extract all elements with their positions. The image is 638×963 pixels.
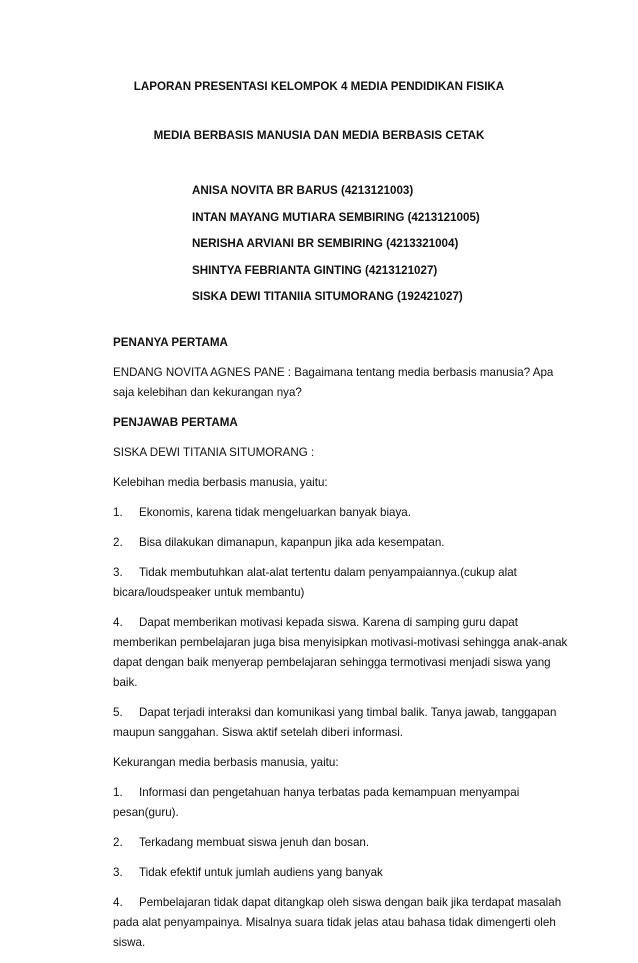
item-number: 3. (113, 866, 123, 879)
advantage-item (113, 703, 573, 743)
item-text: Terkadang membuat siswa jenuh dan bosan. (139, 836, 370, 849)
item-number: 2. (113, 536, 123, 549)
member-item: SHINTYA FEBRIANTA GINTING (4213121027) (192, 263, 438, 277)
member-item: NERISHA ARVIANI BR SEMBIRING (4213321004) (192, 237, 459, 250)
member-item: SISKA DEWI TITANIIA SITUMORANG (192421027) (192, 290, 463, 303)
answerer-name: SISKA DEWI TITANIA SITUMORANG : (113, 446, 315, 459)
item-number: 4. (113, 896, 123, 909)
advantage-item (113, 613, 573, 693)
asker-heading: PENANYA PERTAMA (113, 336, 228, 349)
advantages-intro: Kelebihan media berbasis manusia, yaitu: (113, 476, 328, 489)
item-text: Dapat terjadi interaksi dan komunikasi yang timbal balik. Tanya jawab, tanggapan maupun sanggahan. Siswa aktif setelah diberi informasi. (113, 706, 557, 739)
item-number: 1. (113, 506, 123, 519)
item-number: 3. (113, 566, 123, 579)
item-text: Tidak membutuhkan alat-alat tertentu dalam penyampaiannya.(cukup alat bicara/loudspeaker untuk membantu) (113, 566, 517, 599)
item-text: Informasi dan pengetahuan hanya terbatas pada kemampuan menyampai pesan(guru). (113, 786, 520, 819)
advantage-item (113, 533, 573, 553)
disadvantage-item (113, 863, 573, 883)
member-item: INTAN MAYANG MUTIARA SEMBIRING (4213121005) (192, 210, 480, 224)
item-number: 2. (113, 836, 123, 849)
advantage-item (113, 503, 573, 523)
disadvantage-item (113, 783, 573, 823)
document-title: LAPORAN PRESENTASI KELOMPOK 4 MEDIA PENDIDIKAN FISIKA (133, 80, 505, 93)
document-subtitle: MEDIA BERBASIS MANUSIA DAN MEDIA BERBASIS CETAK (153, 129, 485, 142)
member-item: ANISA NOVITA BR BARUS (4213121003) (192, 184, 414, 197)
answer-heading: PENJAWAB PERTAMA (113, 416, 238, 429)
item-text: Pembelajaran tidak dapat ditangkap oleh siswa dengan baik jika terdapat masalah pada alat penyampainya. Misalnya suara tidak jelas atau bahasa tidak dimengerti oleh siswa. (113, 896, 562, 949)
item-text: Tidak efektif untuk jumlah audiens yang banyak (139, 866, 383, 879)
item-text: Bisa dilakukan dimanapun, kapanpun jika ada kesempatan. (139, 536, 445, 549)
item-number: 4. (113, 616, 123, 629)
disadvantage-item (113, 833, 573, 853)
item-text: Dapat memberikan motivasi kepada siswa. Karena di samping guru dapat memberikan pembelajaran juga bisa menyisipkan motivasi-motivasi sehingga anak-anak dapat dengan baik menyerap pembelajaran sehingga termotivasi menjadi siswa yang baik. (113, 616, 568, 689)
disadvantage-item (113, 893, 573, 953)
item-number: 5. (113, 706, 123, 719)
item-text: Ekonomis, karena tidak mengeluarkan banyak biaya. (139, 506, 411, 519)
question-text: ENDANG NOVITA AGNES PANE : Bagaimana tentang media berbasis manusia? Apa saja kelebihan dan kekurangan nya? (113, 366, 554, 399)
disadvantages-intro: Kekurangan media berbasis manusia, yaitu: (113, 756, 339, 769)
advantage-item (113, 563, 573, 603)
qa-section (113, 333, 573, 963)
member-list (192, 178, 480, 311)
item-number: 1. (113, 786, 123, 799)
